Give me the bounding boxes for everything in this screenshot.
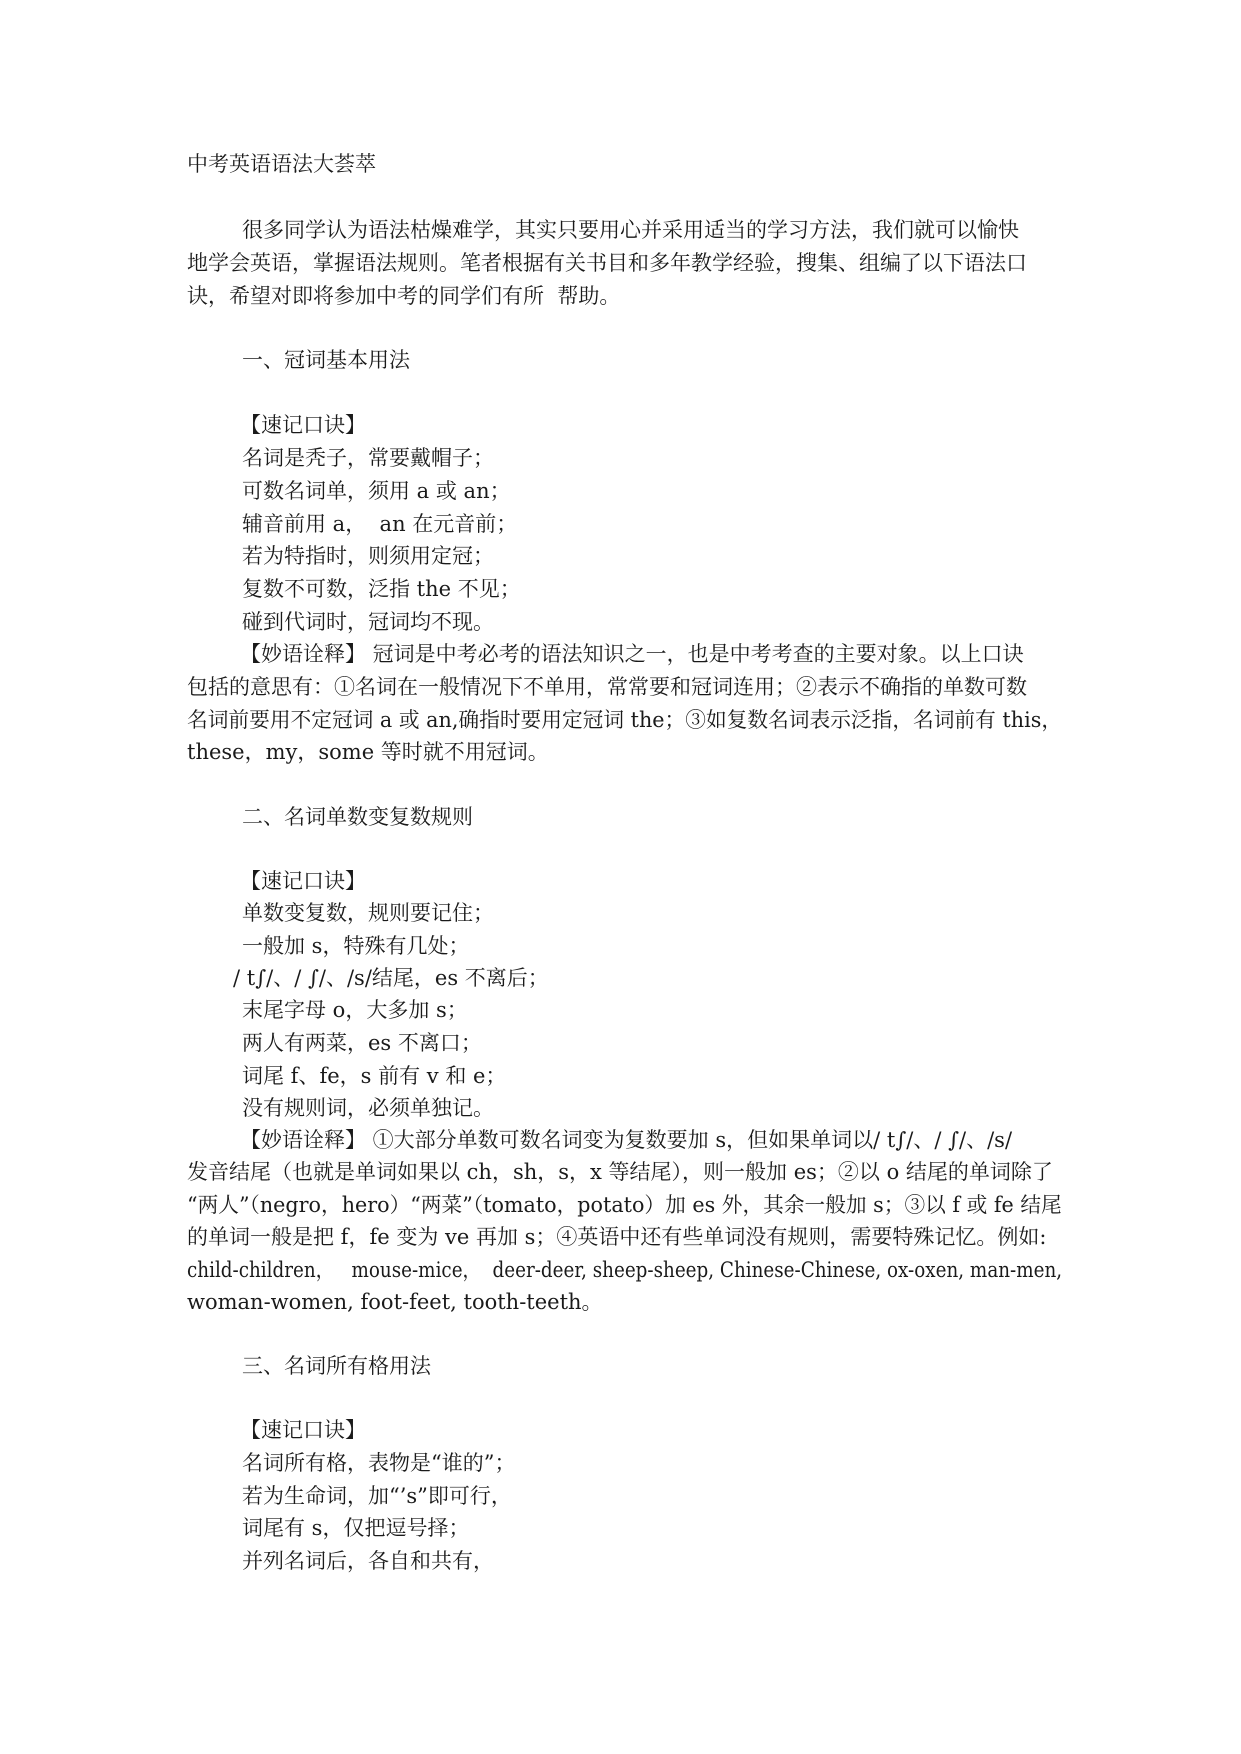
mnemonic-line: 词尾有 s，仅把逗号择； bbox=[242, 1516, 470, 1540]
explanation-line: “两人”（negro，hero）“两菜”（tomato，potato）加 es 外，其余一般加 s；③以 f 或 fe 结尾 bbox=[187, 1193, 1062, 1217]
explanation-line: these，my，some 等时就不用冠词。 bbox=[187, 740, 549, 764]
explanation-line: 【妙语诠释】 冠词是中考必考的语法知识之一，也是中考考查的主要对象。以上口诀 bbox=[240, 642, 1024, 666]
section-heading-possessive: 三、名词所有格用法 bbox=[242, 1354, 431, 1378]
explanation-line: 包括的意思有：①名词在一般情况下不单用，常常要和冠词连用；②表示不确指的单数可数 bbox=[187, 675, 1027, 699]
mnemonic-line: 碰到代词时，冠词均不现。 bbox=[242, 610, 494, 634]
explanation-line: 发音结尾（也就是单词如果以 ch，sh，s，x 等结尾），则一般加 es；②以 o 结尾的单词除了 bbox=[187, 1160, 1053, 1184]
mnemonic-label: 【速记口诀】 bbox=[240, 869, 366, 893]
mnemonic-line: 复数不可数，泛指 the 不见； bbox=[242, 577, 521, 601]
mnemonic-label: 【速记口诀】 bbox=[240, 413, 366, 437]
mnemonic-line: 单数变复数，规则要记住； bbox=[242, 901, 494, 925]
intro-line-2: 地学会英语，掌握语法规则。笔者根据有关书目和多年教学经验，搜集、组编了以下语法口 bbox=[187, 251, 1027, 275]
section-heading-articles: 一、冠词基本用法 bbox=[242, 348, 410, 372]
intro-line-3: 诀，希望对即将参加中考的同学们有所 帮助。 bbox=[187, 284, 621, 308]
mnemonic-line: 两人有两菜，es 不离口； bbox=[242, 1031, 482, 1055]
mnemonic-line: 词尾 f、fe，s 前有 v 和 e； bbox=[242, 1064, 507, 1088]
explanation-line: woman-women, foot-feet, tooth-teeth。 bbox=[187, 1290, 603, 1314]
intro-line-1: 很多同学认为语法枯燥难学，其实只要用心并采用适当的学习方法，我们就可以愉快 bbox=[242, 218, 1019, 242]
mnemonic-line: 若为生命词，加“’s”即可行， bbox=[242, 1484, 512, 1508]
mnemonic-line: 若为特指时，则须用定冠； bbox=[242, 544, 494, 568]
mnemonic-line: 末尾字母 o，大多加 s； bbox=[242, 998, 468, 1022]
mnemonic-line: 辅音前用 a， an 在元音前； bbox=[242, 512, 518, 536]
mnemonic-label: 【速记口诀】 bbox=[240, 1418, 366, 1442]
mnemonic-line: 可数名词单，须用 a 或 an； bbox=[242, 479, 511, 503]
mnemonic-line: / t∫/、/ ∫/、/s/结尾，es 不离后； bbox=[233, 966, 549, 990]
explanation-line: 【妙语诠释】 ①大部分单数可数名词变为复数要加 s，但如果单词以/ t∫/、/ ∫/、/s/ bbox=[240, 1128, 1013, 1152]
explanation-line: 名词前要用不定冠词 a 或 an,确指时要用定冠词 the；③如复数名词表示泛指，名词前有 this， bbox=[187, 708, 1063, 732]
mnemonic-line: 名词所有格，表物是“谁的”； bbox=[242, 1451, 516, 1475]
section-heading-plurals: 二、名词单数变复数规则 bbox=[242, 805, 473, 829]
mnemonic-line: 没有规则词，必须单独记。 bbox=[242, 1096, 494, 1120]
mnemonic-line: 并列名词后，各自和共有， bbox=[242, 1549, 494, 1573]
explanation-line: 的单词一般是把 f，fe 变为 ve 再加 s；④英语中还有些单词没有规则，需要特殊记忆。例如: bbox=[187, 1225, 1047, 1249]
document-title: 中考英语语法大荟萃 bbox=[187, 152, 376, 176]
explanation-line: child-children， mouse-mice， deer-deer, sheep-sheep, Chinese-Chinese, ox-oxen, man-men, bbox=[187, 1258, 1063, 1282]
mnemonic-line: 一般加 s，特殊有几处； bbox=[242, 934, 470, 958]
mnemonic-line: 名词是秃子，常要戴帽子； bbox=[242, 446, 494, 470]
